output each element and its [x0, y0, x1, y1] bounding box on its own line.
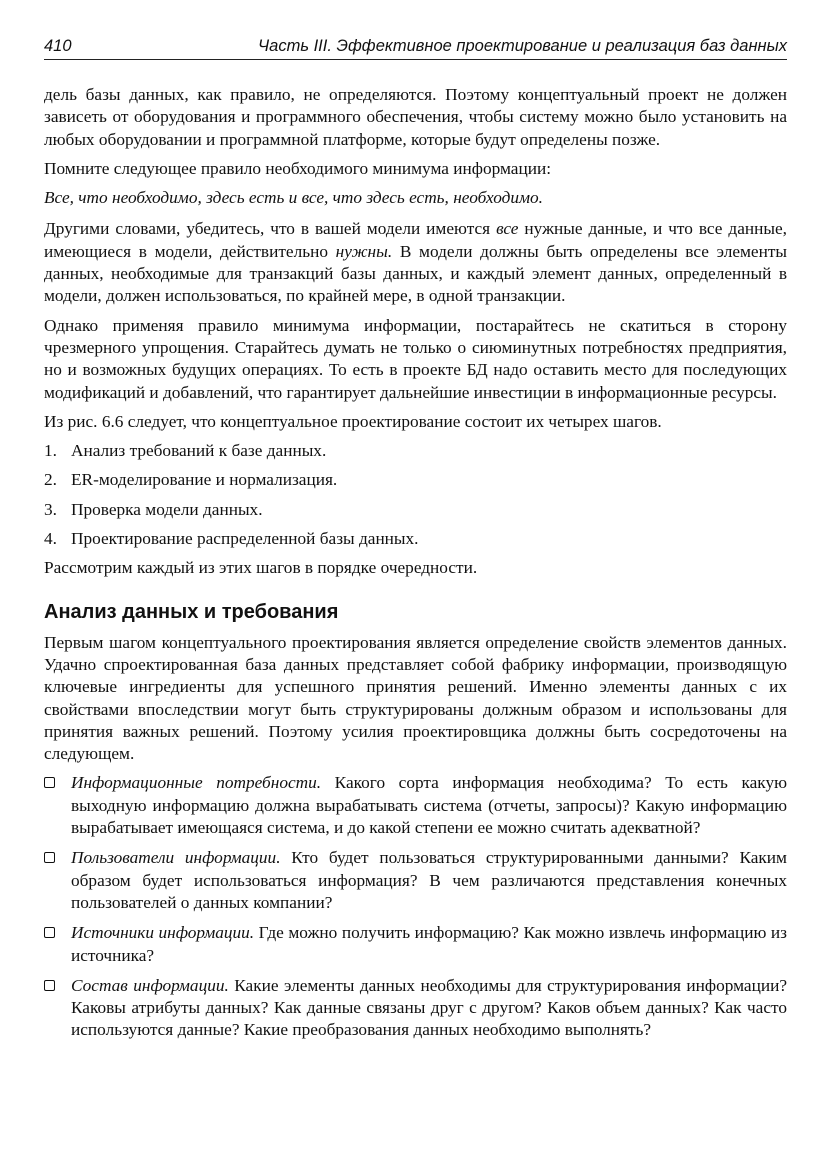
running-header	[44, 36, 787, 60]
bullet-item: Источники информации. Где можно получить информацию? Как можно извлечь информацию из источника?	[44, 922, 787, 967]
list-item: 4. Проектирование распределенной базы данных.	[44, 529, 419, 549]
paragraph-2: Помните следующее правило необходимого минимума информации:	[44, 158, 552, 178]
section-heading: Анализ данных и требования	[44, 600, 339, 623]
page-number: 410	[44, 37, 72, 55]
steps-list	[44, 440, 787, 550]
list-item: 2. ER-моделирование и нормализация.	[44, 470, 338, 490]
checkbox-bullet-icon	[44, 927, 55, 938]
page-body	[44, 84, 787, 1050]
bullet-item: Состав информации. Какие элементы данных необходимы для структурирования информации? Каковы атрибуты данных? Как данные связаны друг с другом? Каков объем данных? Как часто используются данные? Какие преобразования данных необходимо выполнять?	[44, 975, 787, 1042]
paragraph-4: Однако применяя правило минимума информации, постарайтесь не скатиться в сторону чрезмерного упрощения. Старайтесь думать не только о сиюминутных потребностях предприятия, но и возможных будущих операциях. То есть в проекте БД надо оставить место для последующих модификаций и добавлений, что гарантирует дальнейшие инвестиции в информационные ресурсы.	[44, 315, 787, 402]
paragraph-3: Другими словами, убедитесь, что в вашей модели имеются все нужные данные, и что все данные, имеющиеся в модели, действительно нужны. В модели должны быть определены все элементы данных, необходимые для транзакций базы данных, и каждый элемент данных, определенный в модели, должен использоваться, по крайней мере, в одной транзакции.	[44, 219, 788, 306]
paragraph-6: Рассмотрим каждый из этих шагов в порядке очередности.	[44, 558, 478, 578]
running-title: Часть III. Эффективное проектирование и реализация баз данных	[258, 37, 787, 55]
emphasis-needed: нужны.	[335, 241, 393, 261]
bullet-item: Информационные потребности. Какого сорта информация необходима? То есть какую выходную информацию должна вырабатывать система (отчеты, запросы)? Какую информацию вырабатывает имеющаяся система, и до какой степени ее можно считать адекватной?	[44, 772, 787, 839]
list-item: 3. Проверка модели данных.	[44, 499, 263, 519]
checkbox-bullet-icon	[44, 777, 55, 788]
bullet-item: Пользователи информации. Кто будет пользоваться структурированными данными? Каким образом будет использоваться информация? В чем различаются представления конечных пользователей о данных компании?	[44, 847, 787, 914]
paragraph-1: дель базы данных, как правило, не определяются. Поэтому концептуальный проект не должен зависеть от оборудования и программного обеспечения, чтобы систему можно было установить на любых оборудовании и программной платформе, которые будут определены позже.	[44, 85, 787, 149]
rule-statement: Все, что необходимо, здесь есть и все, что здесь есть, необходимо.	[44, 188, 543, 208]
paragraph-7: Первым шагом концептуального проектирования является определение свойств элементов данных. Удачно спроектированная база данных представляет собой фабрику информации, производящую ключевые ингредиенты для успешного принятия решений. Именно элементы данных с их свойствами впоследствии могут быть структурированы должным образом и использованы для принятия важных решений. Поэтому усилия проектировщика должны быть сосредоточены на следующем.	[44, 632, 787, 764]
emphasis-all: все	[496, 219, 519, 239]
checkbox-bullet-icon	[44, 980, 55, 991]
checkbox-bullet-icon	[44, 852, 55, 863]
paragraph-5: Из рис. 6.6 следует, что концептуальное проектирование состоит их четырех шагов.	[44, 411, 662, 431]
list-item: 1. Анализ требований к базе данных.	[44, 441, 327, 461]
